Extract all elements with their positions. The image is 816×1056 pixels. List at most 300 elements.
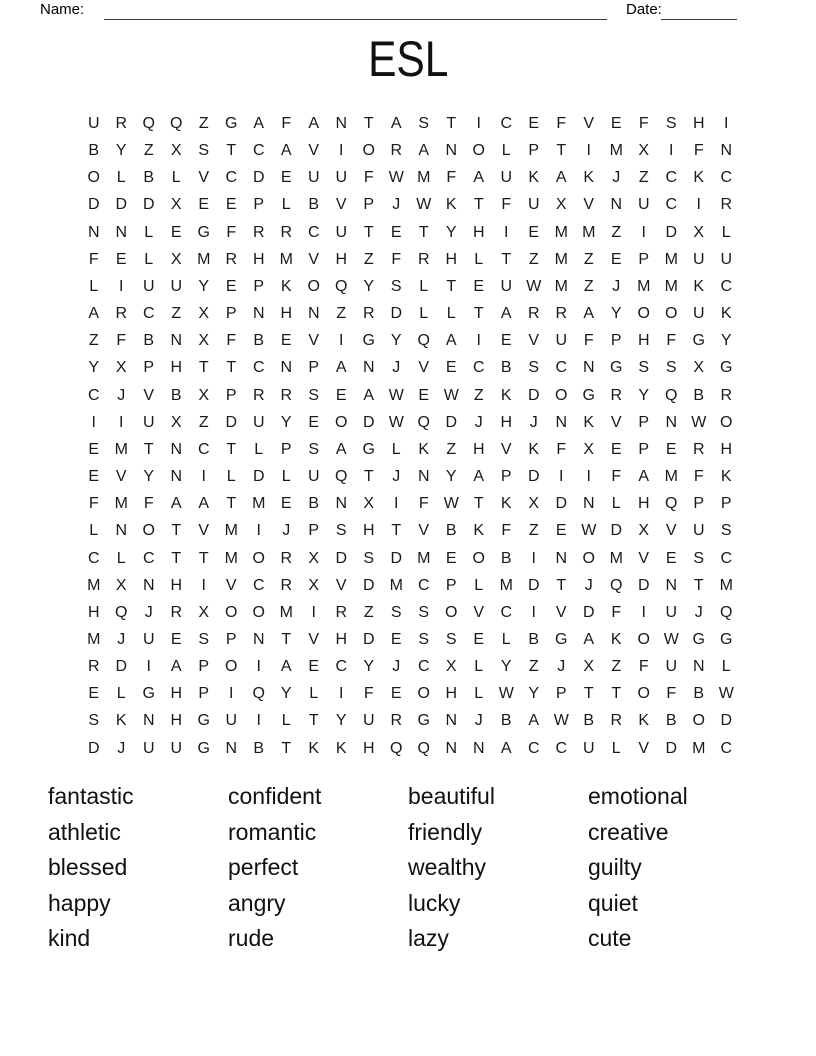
grid-letter: O [555,386,568,404]
grid-letter: G [362,332,375,350]
grid-letter: J [117,630,126,648]
grid-letter: N [170,332,183,350]
grid-letter: V [473,603,485,621]
name-label: Name: [40,1,85,18]
grid-letter: U [335,169,348,187]
grid-letter: R [555,305,568,323]
grid-letter: M [279,250,293,268]
grid-letter: K [720,468,732,486]
grid-letter: H [692,115,705,132]
grid-letter: U [225,712,238,730]
grid-letter: B [253,332,265,350]
grid-letter: M [554,250,568,268]
puzzle-title [0,33,816,85]
grid-row [80,164,740,191]
grid-letter: L [116,685,126,703]
grid-letter: M [252,495,266,513]
grid-letter: I [586,468,591,486]
grid-letter: N [445,142,458,160]
grid-letter: H [170,576,183,594]
grid-letter: G [610,359,623,377]
grid-letter: C [500,115,513,132]
grid-letter: B [528,630,540,648]
word-item: blessed [48,854,128,880]
grid-letter: T [473,305,484,323]
date-label: Date: [626,1,662,18]
grid-letter: T [281,739,292,757]
grid-row [80,735,740,762]
grid-letter: M [609,549,623,567]
grid-letter: X [198,386,210,404]
grid-letter: Z [528,658,539,676]
grid-letter: D [115,196,128,214]
grid-letter: L [611,495,621,513]
grid-letter: A [280,658,292,676]
grid-letter: K [528,440,540,458]
grid-letter: Q [665,386,678,404]
grid-letter: W [416,196,432,214]
grid-letter: E [610,440,622,458]
grid-letter: T [501,250,512,268]
grid-letter: C [142,549,155,567]
grid-letter: L [89,277,99,295]
grid-letter: P [610,332,622,350]
grid-letter: E [418,386,430,404]
grid-letter: C [307,223,320,241]
grid-letter: D [142,196,155,214]
grid-row [80,436,740,463]
grid-letter: Y [610,305,622,323]
grid-letter: R [720,196,733,214]
grid-letter: E [665,549,677,567]
grid-letter: S [308,386,320,404]
grid-letter: O [720,413,733,431]
grid-letter: Z [363,250,374,268]
grid-letter: M [417,169,431,187]
grid-letter: R [115,115,128,132]
grid-letter: F [693,468,704,486]
grid-letter: E [308,413,320,431]
grid-letter: X [170,196,182,214]
grid-letter: I [311,603,316,621]
grid-letter: C [417,658,430,676]
grid-letter: A [500,739,512,757]
grid-letter: T [171,522,182,540]
grid-letter: B [500,549,512,567]
grid-letter: Q [252,685,265,703]
grid-letter: L [474,576,484,594]
grid-letter: E [280,169,292,187]
grid-letter: Z [611,223,622,241]
grid-letter: G [692,332,705,350]
grid-letter: A [363,386,375,404]
grid-letter: Y [390,332,402,350]
grid-letter: B [143,332,155,350]
grid-letter: P [198,685,210,703]
grid-letter: T [198,359,209,377]
grid-letter: L [391,440,401,458]
grid-letter: E [280,332,292,350]
grid-letter: D [252,468,265,486]
grid-letter: S [390,603,402,621]
grid-letter: D [665,739,678,757]
grid-letter: I [256,522,261,540]
grid-letter: A [253,115,265,132]
grid-letter: B [445,522,457,540]
grid-letter: Q [335,468,348,486]
grid-letter: C [720,739,733,757]
word-item: wealthy [408,854,486,880]
grid-letter: D [610,522,623,540]
grid-letter: U [307,169,320,187]
grid-letter: M [719,576,733,594]
grid-letter: G [225,115,238,132]
grid-letter: S [528,359,540,377]
grid-letter: L [474,685,484,703]
grid-letter: V [335,196,347,214]
grid-letter: T [363,115,374,132]
date-blank-line [661,0,737,20]
grid-letter: W [663,630,679,648]
grid-letter: E [88,468,100,486]
grid-letter: P [253,196,265,214]
grid-letter: M [87,576,101,594]
grid-letter: Q [417,739,430,757]
grid-letter: L [116,549,126,567]
grid-letter: G [197,223,210,241]
grid-letter: E [473,630,485,648]
grid-letter: Y [528,685,540,703]
grid-letter: F [143,495,154,513]
grid-letter: W [581,522,597,540]
grid-letter: O [665,305,678,323]
grid-letter: O [637,305,650,323]
grid-letter: R [170,603,183,621]
grid-letter: A [198,495,210,513]
grid-letter: C [720,549,733,567]
grid-letter: K [500,495,512,513]
grid-letter: V [528,332,540,350]
grid-letter: B [308,495,320,513]
grid-letter: Z [363,603,374,621]
grid-letter: N [720,142,733,160]
grid-letter: D [362,576,375,594]
grid-letter: H [637,332,650,350]
word-item: perfect [228,854,299,880]
grid-letter: F [226,332,237,350]
grid-letter: K [583,413,595,431]
word-item: lazy [408,925,449,951]
grid-letter: B [500,359,512,377]
grid-letter: I [119,413,124,431]
grid-letter: O [362,142,375,160]
grid-letter: N [280,359,293,377]
grid-letter: O [582,549,595,567]
grid-letter: V [418,359,430,377]
word-item: kind [48,925,91,951]
grid-letter: R [252,386,265,404]
grid-letter: J [557,658,566,676]
grid-letter: G [197,739,210,757]
grid-letter: M [582,223,596,241]
grid-letter: C [417,576,430,594]
grid-letter: A [445,332,457,350]
grid-letter: Y [363,277,375,295]
grid-letter: E [280,495,292,513]
grid-letter: G [582,386,595,404]
word-item: emotional [588,783,688,809]
grid-letter: E [390,630,402,648]
grid-letter: U [555,332,568,350]
grid-letter: H [87,603,100,621]
word-list [48,779,768,957]
grid-letter: F [638,115,649,132]
grid-letter: N [142,576,155,594]
grid-row [80,409,740,436]
grid-letter: A [528,712,540,730]
grid-letter: T [446,115,457,132]
grid-letter: W [388,413,404,431]
grid-letter: A [88,305,100,323]
grid-letter: P [225,305,237,323]
grid-letter: P [280,440,292,458]
grid-letter: J [392,658,401,676]
grid-letter: H [170,359,183,377]
grid-letter: J [612,277,621,295]
grid-letter: C [527,739,540,757]
grid-letter: K [528,169,540,187]
grid-letter: M [417,549,431,567]
grid-letter: Q [170,115,183,132]
grid-letter: L [144,250,154,268]
grid-letter: M [114,495,128,513]
grid-letter: T [171,549,182,567]
grid-letter: L [281,712,291,730]
grid-letter: E [500,332,512,350]
grid-letter: P [143,359,155,377]
grid-letter: T [308,712,319,730]
grid-letter: C [142,305,155,323]
grid-letter: S [445,630,457,648]
grid-letter: A [638,468,650,486]
grid-letter: V [308,332,320,350]
grid-letter: W [443,386,459,404]
grid-letter: U [252,413,265,431]
grid-letter: R [335,603,348,621]
grid-letter: C [665,169,678,187]
grid-letter: Z [446,440,457,458]
grid-letter: M [664,277,678,295]
grid-letter: X [583,658,595,676]
grid-letter: T [446,277,457,295]
grid-letter: C [87,549,100,567]
grid-letter: A [555,169,567,187]
grid-letter: L [721,223,731,241]
grid-letter: G [555,630,568,648]
grid-letter: N [555,549,568,567]
grid-letter: K [280,277,292,295]
grid-letter: T [363,468,374,486]
grid-letter: N [87,223,100,241]
grid-letter: T [281,630,292,648]
grid-letter: U [720,250,733,268]
grid-letter: Z [528,250,539,268]
grid-letter: H [445,250,458,268]
grid-letter: B [693,386,705,404]
grid-letter: A [335,359,347,377]
grid-letter: O [87,169,100,187]
grid-letter: T [226,440,237,458]
grid-letter: U [142,630,155,648]
grid-letter: X [638,522,650,540]
grid-letter: Z [528,522,539,540]
grid-letter: K [445,196,457,214]
grid-letter: W [553,712,569,730]
grid-letter: D [582,603,595,621]
grid-letter: I [641,223,646,241]
grid-letter: O [692,712,705,730]
grid-letter: L [446,305,456,323]
grid-letter: H [445,685,458,703]
grid-letter: X [170,142,182,160]
grid-letter: R [720,386,733,404]
grid-letter: K [720,305,732,323]
grid-letter: P [500,468,512,486]
grid-letter: E [445,359,457,377]
grid-letter: D [390,305,403,323]
grid-letter: X [555,196,567,214]
grid-letter: C [665,196,678,214]
grid-letter: U [500,277,513,295]
grid-letter: F [88,250,99,268]
grid-letter: S [335,522,347,540]
grid-letter: Y [88,359,100,377]
grid-row [80,300,740,327]
word-item: guilty [588,854,642,880]
grid-letter: V [418,522,430,540]
word-item: romantic [228,818,317,845]
grid-letter: A [170,495,182,513]
grid-letter: I [531,603,536,621]
grid-letter: T [143,440,154,458]
grid-letter: M [499,576,513,594]
grid-letter: K [583,169,595,187]
grid-letter: V [308,630,320,648]
grid-row [80,572,740,599]
grid-letter: F [88,495,99,513]
grid-letter: V [583,196,595,214]
grid-letter: R [252,223,265,241]
grid-letter: J [282,522,291,540]
grid-letter: Q [115,603,128,621]
grid-letter: F [583,332,594,350]
grid-letter: G [197,712,210,730]
grid-letter: Z [583,277,594,295]
grid-letter: E [308,658,320,676]
grid-letter: O [225,658,238,676]
grid-letter: R [610,712,623,730]
grid-letter: E [528,115,540,132]
grid-letter: D [362,413,375,431]
grid-letter: L [474,250,484,268]
grid-letter: P [638,440,650,458]
word-item: cute [588,925,632,951]
grid-letter: W [691,413,707,431]
grid-letter: N [335,115,348,132]
grid-letter: U [87,115,100,132]
grid-letter: N [665,576,678,594]
grid-letter: L [501,142,511,160]
grid-letter: S [418,630,430,648]
grid-letter: E [528,223,540,241]
grid-letter: C [87,386,100,404]
grid-letter: K [115,712,127,730]
grid-letter: P [308,522,320,540]
grid-letter: W [388,169,404,187]
grid-letter: Z [336,305,347,323]
grid-letter: A [473,468,485,486]
grid-letter: Y [445,468,457,486]
grid-letter: X [445,658,457,676]
grid-letter: O [307,277,320,295]
grid-letter: Q [390,739,403,757]
grid-letter: P [198,658,210,676]
grid-letter: H [335,630,348,648]
grid-letter: W [498,685,514,703]
grid-letter: U [170,277,183,295]
grid-letter: N [170,468,183,486]
grid-letter: X [170,413,182,431]
grid-letter: E [335,386,347,404]
grid-letter: I [504,223,509,241]
grid-letter: X [308,549,320,567]
grid-letter: I [669,142,674,160]
grid-letter: I [256,658,261,676]
grid-letter: F [418,495,429,513]
grid-letter: V [308,250,320,268]
grid-letter: Y [198,277,210,295]
word-item: lucky [408,889,461,916]
word-item: athletic [48,818,121,845]
grid-letter: K [335,739,347,757]
grid-letter: V [665,522,677,540]
grid-letter: H [500,413,513,431]
grid-letter: N [252,630,265,648]
grid-letter: A [473,169,485,187]
grid-letter: T [693,576,704,594]
grid-letter: M [664,468,678,486]
grid-letter: E [610,250,622,268]
grid-letter: M [664,250,678,268]
grid-row [80,626,740,653]
grid-letter: T [611,685,622,703]
grid-letter: R [362,305,375,323]
grid-letter: P [225,630,237,648]
grid-letter: H [335,250,348,268]
grid-letter: F [281,115,292,132]
grid-row [80,273,740,300]
grid-letter: E [555,522,567,540]
grid-letter: U [500,169,513,187]
grid-row [80,680,740,707]
grid-letter: U [637,196,650,214]
grid-letter: M [389,576,403,594]
grid-letter: F [611,603,622,621]
grid-letter: T [226,359,237,377]
grid-letter: Z [611,658,622,676]
grid-letter: F [693,142,704,160]
grid-letter: V [335,576,347,594]
